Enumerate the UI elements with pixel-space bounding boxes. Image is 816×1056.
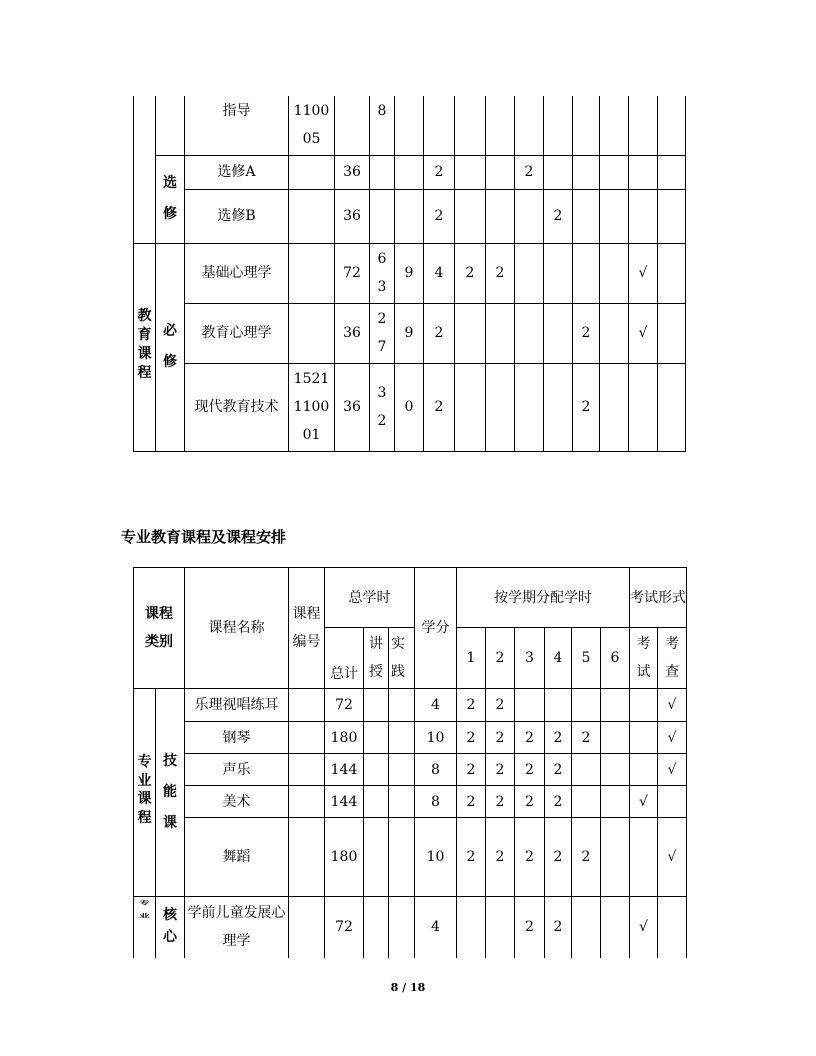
course-code: 1100 05: [289, 96, 335, 155]
semester-5: 2: [572, 722, 601, 754]
section-title: 专业教育课程及课程安排: [121, 528, 287, 546]
header-semester-6: 6: [601, 628, 630, 689]
semester-1: 2: [457, 786, 486, 818]
category-cell: [134, 96, 156, 243]
credit: 2: [424, 363, 455, 451]
practice-hours: 9: [395, 303, 424, 363]
table-row: [134, 897, 687, 958]
table-row: [134, 363, 686, 451]
course-name: 教育心理学: [185, 303, 289, 363]
course-name: 舞蹈: [185, 818, 289, 897]
lecture-hours: 2 7: [370, 303, 395, 363]
lecture-hours: 6 3: [370, 243, 395, 303]
semester-2: 2: [486, 786, 515, 818]
total-hours: 180: [325, 722, 364, 754]
semester-3: 2: [515, 897, 545, 958]
course-name: 声乐: [185, 754, 289, 786]
semester-4: 2: [545, 786, 572, 818]
check-mark: √: [658, 689, 687, 722]
total-hours: 72: [325, 897, 364, 958]
course-name: 乐理视唱练耳: [185, 689, 289, 722]
credit: 8: [415, 754, 457, 786]
header-semester-4: 4: [545, 628, 572, 689]
total-hours: 36: [335, 363, 370, 451]
semester-3: 2: [515, 155, 544, 189]
header-lecture: 讲授: [364, 628, 389, 689]
table-row: [134, 818, 687, 897]
header-total: 总计: [325, 628, 364, 689]
credit: 10: [415, 818, 457, 897]
semester-1: 2: [457, 754, 486, 786]
page-number: 8 / 18: [390, 981, 426, 994]
header-category: 课程类别: [134, 568, 185, 689]
major-group-label: 专业课程: [134, 689, 156, 897]
header-exam: 考试: [630, 628, 658, 689]
table-row: [134, 754, 687, 786]
header-total-hours: 总学时: [325, 568, 415, 628]
exam-mark: √: [630, 786, 658, 818]
header-credit: 学分: [415, 568, 457, 689]
semester-4: 2: [545, 897, 572, 958]
credit: 2: [424, 303, 455, 363]
header-check: 考查: [658, 628, 687, 689]
total-hours: 72: [325, 689, 364, 722]
semester-4: 2: [544, 189, 573, 243]
header-practice: 实践: [389, 628, 415, 689]
subcategory-cell: [156, 96, 185, 155]
header-semester-hours: 按学期分配学时: [457, 568, 630, 628]
table-row: [134, 722, 687, 754]
credit: 4: [415, 689, 457, 722]
course-name: 基础心理学: [185, 243, 289, 303]
header-semester-5: 5: [572, 628, 601, 689]
semester-1: 2: [455, 243, 486, 303]
semester-5: 2: [572, 818, 601, 897]
semester-1: 2: [457, 689, 486, 722]
semester-3: 2: [515, 786, 545, 818]
table-row: [134, 689, 687, 722]
table-row: [134, 155, 686, 189]
course-name: 美术: [185, 786, 289, 818]
total-hours: 72: [335, 243, 370, 303]
required-label: 必 修: [156, 243, 185, 451]
semester-4: 2: [545, 818, 572, 897]
practice-hours: 0: [395, 363, 424, 451]
semester-4: 2: [545, 722, 572, 754]
header-semester-1: 1: [457, 628, 486, 689]
table-row: [134, 786, 687, 818]
education-group-label: 教育课程: [134, 243, 156, 451]
course-name: 选修A: [185, 155, 289, 189]
credit: 10: [415, 722, 457, 754]
semester-2: 2: [486, 689, 515, 722]
lecture-hours: 3 2: [370, 363, 395, 451]
semester-5: 2: [573, 363, 600, 451]
semester-3: 2: [515, 754, 545, 786]
exam-mark: √: [629, 243, 658, 303]
semester-4: 2: [545, 754, 572, 786]
lecture-hours: 8: [370, 96, 395, 155]
semester-1: 2: [457, 722, 486, 754]
semester-3: 2: [515, 722, 545, 754]
elective-label: 选 修: [156, 155, 185, 243]
header-exam-form: 考试形式: [630, 568, 687, 628]
header-course-code: 课程编号: [289, 568, 325, 689]
semester-2: 2: [486, 722, 515, 754]
total-hours: 144: [325, 754, 364, 786]
semester-2: 2: [486, 754, 515, 786]
table-row: [134, 189, 686, 243]
course-name: 学前儿童发展心理学: [185, 897, 289, 958]
cut-group-label: 专 业: [134, 897, 156, 958]
semester-1: 2: [457, 818, 486, 897]
header-semester-3: 3: [515, 628, 545, 689]
total-hours: 180: [325, 818, 364, 897]
header-row: [134, 568, 687, 628]
credit: 4: [424, 243, 455, 303]
credit: 8: [415, 786, 457, 818]
course-table-continued: [133, 96, 686, 452]
total-hours: 36: [335, 155, 370, 189]
credit: 4: [415, 897, 457, 958]
total-hours: 144: [325, 786, 364, 818]
total-hours: [335, 96, 370, 155]
header-course-name: 课程名称: [185, 568, 289, 689]
skill-label: 技 能 课: [156, 689, 185, 897]
core-label: 核 心: [156, 897, 185, 958]
semester-2: 2: [486, 818, 515, 897]
total-hours: 36: [335, 303, 370, 363]
practice-hours: 9: [395, 243, 424, 303]
check-mark: √: [658, 722, 687, 754]
semester-2: 2: [486, 243, 515, 303]
credit: 2: [424, 189, 455, 243]
course-name: 钢琴: [185, 722, 289, 754]
table-row: [134, 303, 686, 363]
credit: 2: [424, 155, 455, 189]
course-name: 现代教育技术: [185, 363, 289, 451]
total-hours: 36: [335, 189, 370, 243]
course-name: 选修B: [185, 189, 289, 243]
course-name: 指导: [185, 96, 289, 155]
semester-3: 2: [515, 818, 545, 897]
major-course-table: [133, 567, 687, 958]
course-code: 1521 1100 01: [289, 363, 335, 451]
header-semester-2: 2: [486, 628, 515, 689]
table-row: [134, 96, 686, 155]
check-mark: √: [658, 818, 687, 897]
check-mark: √: [658, 754, 687, 786]
semester-5: 2: [573, 303, 600, 363]
exam-mark: √: [629, 303, 658, 363]
exam-mark: √: [630, 897, 658, 958]
table-row: [134, 243, 686, 303]
